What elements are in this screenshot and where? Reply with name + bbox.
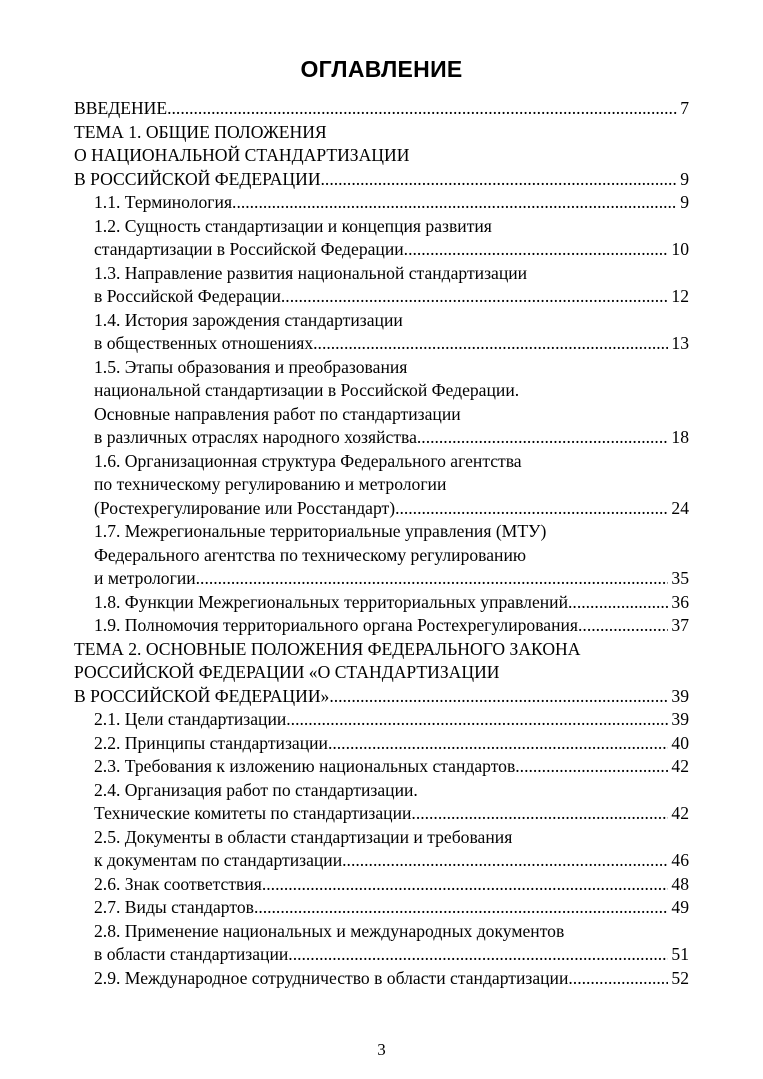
dot-leader <box>328 732 668 756</box>
toc-entry-line: 1.7. Межрегиональные территориальные управления (МТУ) <box>94 521 547 541</box>
toc-page-number: 9 <box>680 168 689 189</box>
dot-leader <box>262 873 669 897</box>
toc-page-number: 13 <box>671 333 689 353</box>
toc-page-number: 35 <box>671 568 689 588</box>
toc-entry-line: РОССИЙСКОЙ ФЕДЕРАЦИИ «О СТАНДАРТИЗАЦИИ <box>74 662 500 682</box>
toc-subsection[interactable] <box>74 309 689 356</box>
toc-subsection[interactable] <box>74 873 689 897</box>
toc-entry-text: 2.9. Международное сотрудничество в области стандартизации <box>94 967 569 988</box>
page-title: ОГЛАВЛЕНИЕ <box>300 56 463 82</box>
dot-leader <box>404 238 669 262</box>
toc-page-number: 42 <box>671 803 689 823</box>
toc-entry-text: В РОССИЙСКОЙ ФЕДЕРАЦИИ» <box>74 685 330 706</box>
toc-entry-line: 1.4. История зарождения стандартизации <box>94 309 403 330</box>
toc-entry-last-line <box>94 614 689 638</box>
toc-entry-line: 1.6. Организационная структура Федерального агентства <box>94 450 522 471</box>
dot-leader <box>196 567 669 591</box>
toc-entry-last-line <box>94 896 689 920</box>
toc-entry-text: 2.7. Виды стандартов <box>94 897 254 917</box>
toc-entry-text: (Ростехрегулирование или Росстандарт) <box>94 497 396 518</box>
page-number: 3 <box>377 1040 386 1059</box>
toc-entry-last-line <box>94 238 689 262</box>
dot-leader <box>515 755 668 779</box>
toc-entry-last-line <box>94 873 689 897</box>
toc-entry-last-line <box>94 591 689 615</box>
toc-entry-last-line <box>94 755 689 779</box>
toc-entry-text: в области стандартизации <box>94 944 289 964</box>
dot-leader <box>578 614 668 638</box>
toc-page-number: 42 <box>671 756 689 776</box>
toc-page-number: 48 <box>671 873 689 894</box>
toc-page-number: 39 <box>671 709 689 729</box>
dot-leader <box>329 685 668 709</box>
toc-page-number: 9 <box>680 192 689 212</box>
dot-leader <box>411 802 668 826</box>
toc-entry-line: 2.8. Применение национальных и международных документов <box>94 920 565 941</box>
toc-page-number: 40 <box>671 732 689 753</box>
toc-subsection[interactable] <box>74 896 689 920</box>
dot-leader <box>321 168 678 192</box>
toc-entry-last-line <box>74 97 689 121</box>
toc-entry-last-line <box>94 191 689 215</box>
dot-leader <box>167 97 677 121</box>
toc-subsection[interactable] <box>74 520 689 591</box>
dot-leader <box>342 849 668 873</box>
toc-entry-text: 2.6. Знак соответствия <box>94 873 262 894</box>
toc-entry-text: к документам по стандартизации <box>94 850 343 870</box>
toc-entry-last-line <box>94 332 689 356</box>
toc-subsection[interactable] <box>74 732 689 756</box>
toc-subsection[interactable] <box>74 356 689 450</box>
toc-entry-text: 2.3. Требования к изложению национальных стандартов <box>94 756 516 776</box>
toc-page-number: 39 <box>671 685 689 706</box>
toc-entry-text: ВВЕДЕНИЕ <box>74 98 168 118</box>
toc-section[interactable] <box>74 121 689 192</box>
toc-subsection[interactable] <box>74 967 689 991</box>
toc-entry-last-line <box>94 967 689 991</box>
toc-page-number: 24 <box>671 497 689 518</box>
toc-subsection[interactable] <box>74 708 689 732</box>
dot-leader <box>232 191 677 215</box>
toc-entry-last-line <box>94 426 689 450</box>
toc-page-number: 36 <box>671 591 689 612</box>
table-of-contents <box>74 97 689 990</box>
toc-page-number: 37 <box>671 615 689 635</box>
dot-leader <box>281 285 669 309</box>
toc-entry-line: Федерального агентства по техническому регулированию <box>94 544 527 565</box>
toc-subsection[interactable] <box>74 591 689 615</box>
dot-leader <box>395 497 668 521</box>
toc-entry-text: в Российской Федерации <box>94 286 281 306</box>
toc-subsection[interactable] <box>74 262 689 309</box>
dot-leader <box>568 967 668 991</box>
toc-entry-text: в различных отраслях народного хозяйства <box>94 427 417 447</box>
toc-page-number: 46 <box>671 850 689 870</box>
toc-entry-last-line <box>94 497 689 521</box>
toc-entry-last-line <box>94 732 689 756</box>
toc-entry-last-line <box>74 168 689 192</box>
toc-entry-text: и метрологии <box>94 568 196 588</box>
dot-leader <box>254 896 668 920</box>
dot-leader <box>417 426 669 450</box>
toc-subsection[interactable] <box>74 826 689 873</box>
toc-entry-last-line <box>94 802 689 826</box>
toc-entry-text: 1.8. Функции Межрегиональных территориальных управлений <box>94 591 569 612</box>
toc-section[interactable] <box>74 97 689 121</box>
toc-entry-text: 2.2. Принципы стандартизации <box>94 732 328 753</box>
dot-leader <box>568 591 668 615</box>
toc-entry-text: в общественных отношениях <box>94 333 314 353</box>
toc-page-number: 7 <box>680 98 689 118</box>
toc-entry-line: национальной стандартизации в Российской Федерации. <box>94 380 520 400</box>
toc-subsection[interactable] <box>74 215 689 262</box>
toc-entry-text: 1.1. Терминология <box>94 192 233 212</box>
toc-entry-line: 2.4. Организация работ по стандартизации. <box>94 779 418 800</box>
toc-entry-last-line <box>94 708 689 732</box>
toc-entry-line: 1.3. Направление развития национальной стандартизации <box>94 262 528 283</box>
toc-subsection[interactable] <box>74 450 689 521</box>
toc-page-number: 12 <box>671 286 689 306</box>
dot-leader <box>288 943 668 967</box>
toc-entry-last-line <box>94 285 689 309</box>
toc-entry-text: В РОССИЙСКОЙ ФЕДЕРАЦИИ <box>74 168 321 189</box>
toc-entry-line: ТЕМА 2. ОСНОВНЫЕ ПОЛОЖЕНИЯ ФЕДЕРАЛЬНОГО ЗАКОНА <box>74 638 581 659</box>
toc-entry-text: Технические комитеты по стандартизации <box>94 803 412 823</box>
toc-entry-last-line <box>94 567 689 591</box>
toc-subsection[interactable] <box>74 191 689 215</box>
toc-entry-text: стандартизации в Российской Федерации <box>94 239 404 259</box>
toc-entry-line: 1.2. Сущность стандартизации и концепция развития <box>94 215 492 236</box>
toc-entry-last-line <box>74 685 689 709</box>
toc-subsection[interactable] <box>74 755 689 779</box>
toc-subsection[interactable] <box>74 614 689 638</box>
toc-page-number: 10 <box>671 239 689 259</box>
toc-page-number: 49 <box>671 897 689 917</box>
toc-page-number: 18 <box>671 427 689 447</box>
toc-subsection[interactable] <box>74 779 689 826</box>
toc-entry-line: 2.5. Документы в области стандартизации и требования <box>94 826 513 847</box>
toc-subsection[interactable] <box>74 920 689 967</box>
toc-entry-text: 2.1. Цели стандартизации <box>94 709 287 729</box>
toc-entry-last-line <box>94 849 689 873</box>
toc-page-number: 51 <box>671 944 689 964</box>
toc-entry-last-line <box>94 943 689 967</box>
toc-entry-line: О НАЦИОНАЛЬНОЙ СТАНДАРТИЗАЦИИ <box>74 145 410 165</box>
toc-entry-line: 1.5. Этапы образования и преобразования <box>94 356 408 377</box>
toc-entry-line: ТЕМА 1. ОБЩИЕ ПОЛОЖЕНИЯ <box>74 121 327 142</box>
toc-page-number: 52 <box>671 967 689 988</box>
dot-leader <box>313 332 668 356</box>
toc-entry-line: по техническому регулированию и метрологии <box>94 474 447 494</box>
dot-leader <box>286 708 668 732</box>
toc-section[interactable] <box>74 638 689 709</box>
toc-entry-line: Основные направления работ по стандартизации <box>94 403 461 424</box>
toc-entry-text: 1.9. Полномочия территориального органа Ростехрегулирования <box>94 615 579 635</box>
